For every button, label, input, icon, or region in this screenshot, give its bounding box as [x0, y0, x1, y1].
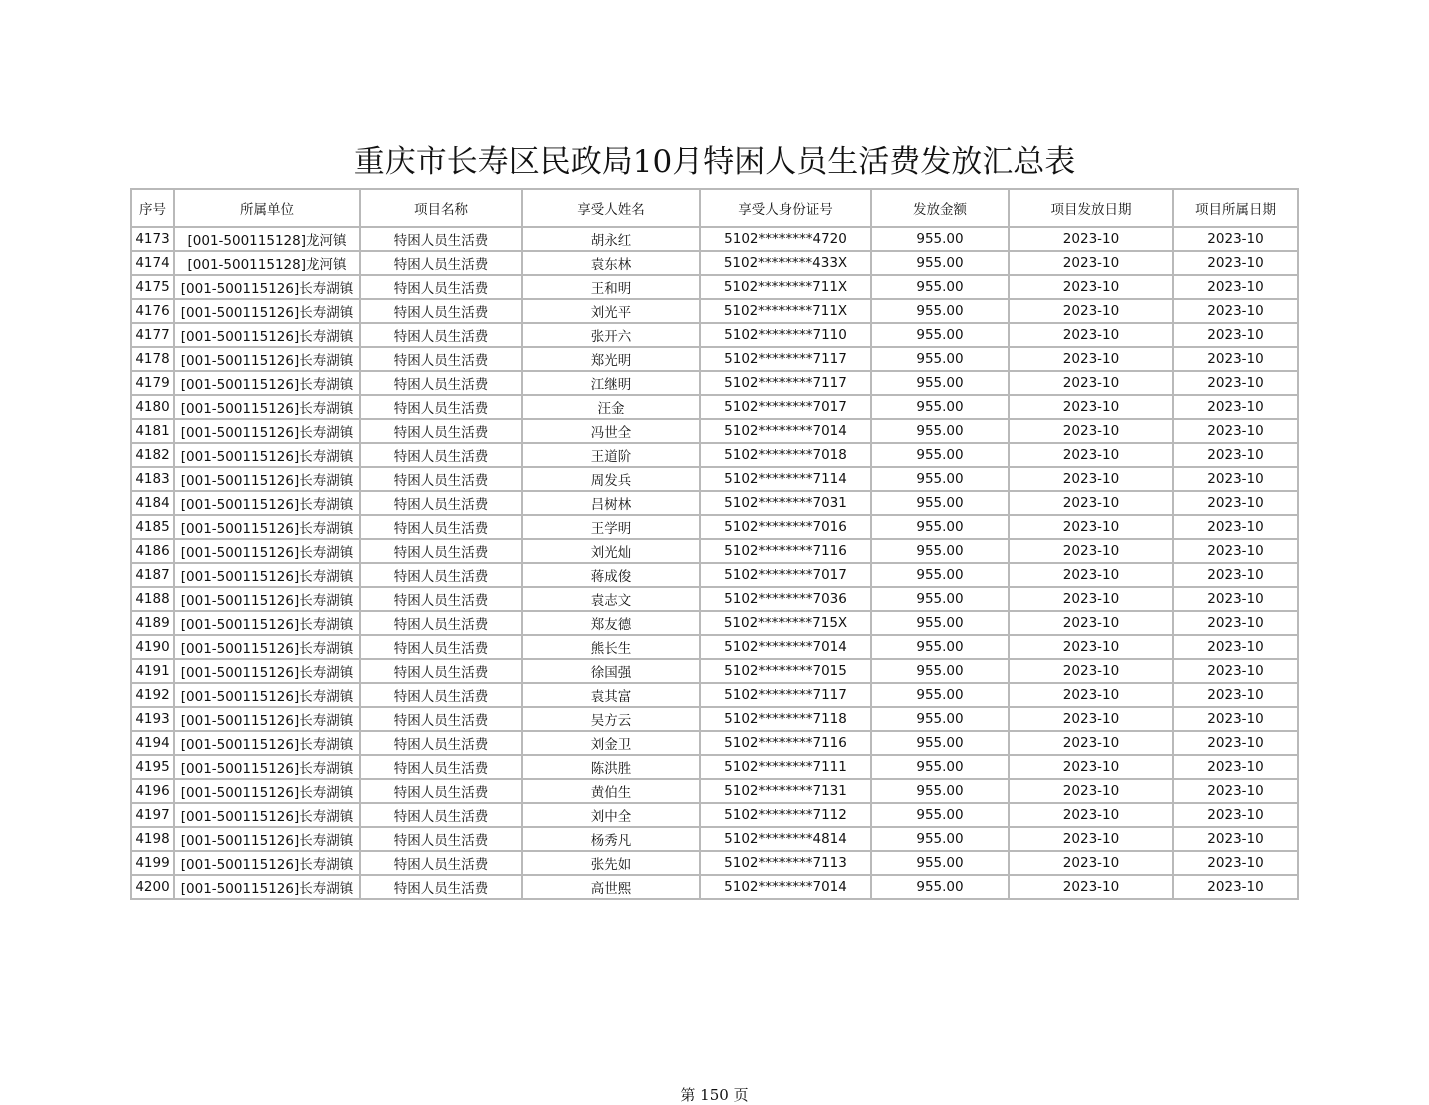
project-name-cell: 特困人员生活费 [360, 491, 522, 515]
table-header-row [131, 189, 1298, 227]
row-number-cell: 4195 [131, 755, 174, 779]
project-name-cell: 特困人员生活费 [360, 731, 522, 755]
amount-cell: 955.00 [871, 683, 1009, 707]
amount-cell: 955.00 [871, 515, 1009, 539]
unit-cell: [001-500115126]长寿湖镇 [174, 731, 360, 755]
recipient-name-cell: 江继明 [522, 371, 700, 395]
amount-cell: 955.00 [871, 323, 1009, 347]
recipient-name-cell: 郑友德 [522, 611, 700, 635]
row-number-cell: 4180 [131, 395, 174, 419]
unit-cell: [001-500115126]长寿湖镇 [174, 779, 360, 803]
amount-cell: 955.00 [871, 779, 1009, 803]
issue-date-cell: 2023-10 [1009, 611, 1173, 635]
unit-cell: [001-500115126]长寿湖镇 [174, 371, 360, 395]
table-row [131, 299, 1298, 323]
id-number-cell: 5102********7016 [700, 515, 871, 539]
issue-date-cell: 2023-10 [1009, 683, 1173, 707]
table-container [130, 188, 1297, 900]
row-number-cell: 4197 [131, 803, 174, 827]
period-date-cell: 2023-10 [1173, 635, 1298, 659]
project-name-cell: 特困人员生活费 [360, 515, 522, 539]
column-header: 项目名称 [360, 189, 522, 227]
table-row [131, 683, 1298, 707]
id-number-cell: 5102********7014 [700, 635, 871, 659]
unit-cell: [001-500115126]长寿湖镇 [174, 467, 360, 491]
table-row [131, 707, 1298, 731]
table-row [131, 323, 1298, 347]
period-date-cell: 2023-10 [1173, 371, 1298, 395]
id-number-cell: 5102********711X [700, 275, 871, 299]
unit-cell: [001-500115126]长寿湖镇 [174, 635, 360, 659]
amount-cell: 955.00 [871, 419, 1009, 443]
id-number-cell: 5102********7018 [700, 443, 871, 467]
page-title: 重庆市长寿区民政局10月特困人员生活费发放汇总表 [353, 144, 1076, 180]
row-number-cell: 4184 [131, 491, 174, 515]
row-number-cell: 4175 [131, 275, 174, 299]
row-number-cell: 4182 [131, 443, 174, 467]
amount-cell: 955.00 [871, 635, 1009, 659]
unit-cell: [001-500115126]长寿湖镇 [174, 419, 360, 443]
table-row [131, 659, 1298, 683]
row-number-cell: 4185 [131, 515, 174, 539]
table-body [131, 227, 1298, 899]
issue-date-cell: 2023-10 [1009, 731, 1173, 755]
issue-date-cell: 2023-10 [1009, 347, 1173, 371]
table-row [131, 227, 1298, 251]
issue-date-cell: 2023-10 [1009, 443, 1173, 467]
row-number-cell: 4183 [131, 467, 174, 491]
project-name-cell: 特困人员生活费 [360, 851, 522, 875]
amount-cell: 955.00 [871, 611, 1009, 635]
issue-date-cell: 2023-10 [1009, 491, 1173, 515]
project-name-cell: 特困人员生活费 [360, 299, 522, 323]
period-date-cell: 2023-10 [1173, 467, 1298, 491]
amount-cell: 955.00 [871, 659, 1009, 683]
table-row [131, 563, 1298, 587]
amount-cell: 955.00 [871, 563, 1009, 587]
recipient-name-cell: 黄伯生 [522, 779, 700, 803]
table-row [131, 419, 1298, 443]
table-row [131, 491, 1298, 515]
recipient-name-cell: 蒋成俊 [522, 563, 700, 587]
id-number-cell: 5102********7036 [700, 587, 871, 611]
id-number-cell: 5102********7014 [700, 875, 871, 899]
issue-date-cell: 2023-10 [1009, 251, 1173, 275]
payment-table [130, 188, 1299, 900]
id-number-cell: 5102********7131 [700, 779, 871, 803]
row-number-cell: 4188 [131, 587, 174, 611]
issue-date-cell: 2023-10 [1009, 395, 1173, 419]
period-date-cell: 2023-10 [1173, 587, 1298, 611]
amount-cell: 955.00 [871, 251, 1009, 275]
unit-cell: [001-500115128]龙河镇 [174, 251, 360, 275]
table-row [131, 251, 1298, 275]
project-name-cell: 特困人员生活费 [360, 683, 522, 707]
column-header: 项目所属日期 [1173, 189, 1298, 227]
id-number-cell: 5102********7114 [700, 467, 871, 491]
table-row [131, 587, 1298, 611]
issue-date-cell: 2023-10 [1009, 707, 1173, 731]
period-date-cell: 2023-10 [1173, 419, 1298, 443]
amount-cell: 955.00 [871, 371, 1009, 395]
table-row [131, 347, 1298, 371]
amount-cell: 955.00 [871, 827, 1009, 851]
row-number-cell: 4181 [131, 419, 174, 443]
id-number-cell: 5102********7111 [700, 755, 871, 779]
unit-cell: [001-500115128]龙河镇 [174, 227, 360, 251]
period-date-cell: 2023-10 [1173, 491, 1298, 515]
unit-cell: [001-500115126]长寿湖镇 [174, 827, 360, 851]
unit-cell: [001-500115126]长寿湖镇 [174, 683, 360, 707]
recipient-name-cell: 袁东林 [522, 251, 700, 275]
unit-cell: [001-500115126]长寿湖镇 [174, 395, 360, 419]
unit-cell: [001-500115126]长寿湖镇 [174, 851, 360, 875]
unit-cell: [001-500115126]长寿湖镇 [174, 539, 360, 563]
period-date-cell: 2023-10 [1173, 851, 1298, 875]
recipient-name-cell: 周发兵 [522, 467, 700, 491]
issue-date-cell: 2023-10 [1009, 371, 1173, 395]
row-number-cell: 4191 [131, 659, 174, 683]
column-header: 项目发放日期 [1009, 189, 1173, 227]
row-number-cell: 4196 [131, 779, 174, 803]
period-date-cell: 2023-10 [1173, 275, 1298, 299]
project-name-cell: 特困人员生活费 [360, 539, 522, 563]
row-number-cell: 4177 [131, 323, 174, 347]
period-date-cell: 2023-10 [1173, 539, 1298, 563]
project-name-cell: 特困人员生活费 [360, 227, 522, 251]
id-number-cell: 5102********711X [700, 299, 871, 323]
period-date-cell: 2023-10 [1173, 755, 1298, 779]
amount-cell: 955.00 [871, 803, 1009, 827]
period-date-cell: 2023-10 [1173, 827, 1298, 851]
issue-date-cell: 2023-10 [1009, 803, 1173, 827]
issue-date-cell: 2023-10 [1009, 659, 1173, 683]
project-name-cell: 特困人员生活费 [360, 443, 522, 467]
recipient-name-cell: 张开六 [522, 323, 700, 347]
amount-cell: 955.00 [871, 395, 1009, 419]
amount-cell: 955.00 [871, 491, 1009, 515]
table-row [131, 467, 1298, 491]
period-date-cell: 2023-10 [1173, 683, 1298, 707]
period-date-cell: 2023-10 [1173, 251, 1298, 275]
amount-cell: 955.00 [871, 731, 1009, 755]
page-number: 第 150 页 [680, 1086, 749, 1104]
amount-cell: 955.00 [871, 755, 1009, 779]
table-row [131, 779, 1298, 803]
recipient-name-cell: 陈洪胜 [522, 755, 700, 779]
table-row [131, 539, 1298, 563]
column-header: 享受人姓名 [522, 189, 700, 227]
row-number-cell: 4174 [131, 251, 174, 275]
amount-cell: 955.00 [871, 443, 1009, 467]
unit-cell: [001-500115126]长寿湖镇 [174, 587, 360, 611]
recipient-name-cell: 冯世全 [522, 419, 700, 443]
row-number-cell: 4192 [131, 683, 174, 707]
project-name-cell: 特困人员生活费 [360, 395, 522, 419]
recipient-name-cell: 徐国强 [522, 659, 700, 683]
issue-date-cell: 2023-10 [1009, 563, 1173, 587]
row-number-cell: 4186 [131, 539, 174, 563]
amount-cell: 955.00 [871, 467, 1009, 491]
unit-cell: [001-500115126]长寿湖镇 [174, 515, 360, 539]
recipient-name-cell: 吕树林 [522, 491, 700, 515]
issue-date-cell: 2023-10 [1009, 515, 1173, 539]
unit-cell: [001-500115126]长寿湖镇 [174, 323, 360, 347]
amount-cell: 955.00 [871, 851, 1009, 875]
column-header: 序号 [131, 189, 174, 227]
table-row [131, 611, 1298, 635]
recipient-name-cell: 高世熙 [522, 875, 700, 899]
project-name-cell: 特困人员生活费 [360, 659, 522, 683]
id-number-cell: 5102********7116 [700, 731, 871, 755]
project-name-cell: 特困人员生活费 [360, 611, 522, 635]
project-name-cell: 特困人员生活费 [360, 467, 522, 491]
id-number-cell: 5102********7117 [700, 371, 871, 395]
period-date-cell: 2023-10 [1173, 515, 1298, 539]
issue-date-cell: 2023-10 [1009, 755, 1173, 779]
recipient-name-cell: 刘中全 [522, 803, 700, 827]
table-row [131, 827, 1298, 851]
amount-cell: 955.00 [871, 227, 1009, 251]
issue-date-cell: 2023-10 [1009, 467, 1173, 491]
table-row [131, 755, 1298, 779]
period-date-cell: 2023-10 [1173, 299, 1298, 323]
unit-cell: [001-500115126]长寿湖镇 [174, 299, 360, 323]
period-date-cell: 2023-10 [1173, 611, 1298, 635]
row-number-cell: 4200 [131, 875, 174, 899]
row-number-cell: 4179 [131, 371, 174, 395]
project-name-cell: 特困人员生活费 [360, 419, 522, 443]
unit-cell: [001-500115126]长寿湖镇 [174, 659, 360, 683]
issue-date-cell: 2023-10 [1009, 779, 1173, 803]
row-number-cell: 4176 [131, 299, 174, 323]
period-date-cell: 2023-10 [1173, 347, 1298, 371]
issue-date-cell: 2023-10 [1009, 539, 1173, 563]
id-number-cell: 5102********7118 [700, 707, 871, 731]
table-row [131, 371, 1298, 395]
row-number-cell: 4178 [131, 347, 174, 371]
recipient-name-cell: 王学明 [522, 515, 700, 539]
issue-date-cell: 2023-10 [1009, 635, 1173, 659]
recipient-name-cell: 王和明 [522, 275, 700, 299]
period-date-cell: 2023-10 [1173, 563, 1298, 587]
id-number-cell: 5102********7117 [700, 347, 871, 371]
unit-cell: [001-500115126]长寿湖镇 [174, 707, 360, 731]
column-header: 所属单位 [174, 189, 360, 227]
table-row [131, 803, 1298, 827]
project-name-cell: 特困人员生活费 [360, 875, 522, 899]
id-number-cell: 5102********7112 [700, 803, 871, 827]
row-number-cell: 4194 [131, 731, 174, 755]
issue-date-cell: 2023-10 [1009, 875, 1173, 899]
recipient-name-cell: 张先如 [522, 851, 700, 875]
table-row [131, 851, 1298, 875]
recipient-name-cell: 王道阶 [522, 443, 700, 467]
column-header: 发放金额 [871, 189, 1009, 227]
amount-cell: 955.00 [871, 707, 1009, 731]
id-number-cell: 5102********7014 [700, 419, 871, 443]
recipient-name-cell: 刘金卫 [522, 731, 700, 755]
table-row [131, 875, 1298, 899]
amount-cell: 955.00 [871, 539, 1009, 563]
table-row [131, 275, 1298, 299]
id-number-cell: 5102********433X [700, 251, 871, 275]
period-date-cell: 2023-10 [1173, 323, 1298, 347]
amount-cell: 955.00 [871, 875, 1009, 899]
row-number-cell: 4187 [131, 563, 174, 587]
amount-cell: 955.00 [871, 587, 1009, 611]
id-number-cell: 5102********7116 [700, 539, 871, 563]
column-header: 享受人身份证号 [700, 189, 871, 227]
issue-date-cell: 2023-10 [1009, 851, 1173, 875]
issue-date-cell: 2023-10 [1009, 299, 1173, 323]
id-number-cell: 5102********7117 [700, 683, 871, 707]
row-number-cell: 4199 [131, 851, 174, 875]
table-row [131, 731, 1298, 755]
recipient-name-cell: 郑光明 [522, 347, 700, 371]
recipient-name-cell: 袁其富 [522, 683, 700, 707]
id-number-cell: 5102********7110 [700, 323, 871, 347]
recipient-name-cell: 熊长生 [522, 635, 700, 659]
project-name-cell: 特困人员生活费 [360, 635, 522, 659]
project-name-cell: 特困人员生活费 [360, 323, 522, 347]
project-name-cell: 特困人员生活费 [360, 827, 522, 851]
id-number-cell: 5102********4720 [700, 227, 871, 251]
row-number-cell: 4189 [131, 611, 174, 635]
amount-cell: 955.00 [871, 347, 1009, 371]
id-number-cell: 5102********715X [700, 611, 871, 635]
recipient-name-cell: 刘光平 [522, 299, 700, 323]
period-date-cell: 2023-10 [1173, 803, 1298, 827]
table-row [131, 395, 1298, 419]
recipient-name-cell: 刘光灿 [522, 539, 700, 563]
period-date-cell: 2023-10 [1173, 707, 1298, 731]
row-number-cell: 4198 [131, 827, 174, 851]
project-name-cell: 特困人员生活费 [360, 803, 522, 827]
issue-date-cell: 2023-10 [1009, 275, 1173, 299]
recipient-name-cell: 杨秀凡 [522, 827, 700, 851]
id-number-cell: 5102********7113 [700, 851, 871, 875]
row-number-cell: 4173 [131, 227, 174, 251]
id-number-cell: 5102********7017 [700, 563, 871, 587]
amount-cell: 955.00 [871, 275, 1009, 299]
period-date-cell: 2023-10 [1173, 443, 1298, 467]
project-name-cell: 特困人员生活费 [360, 587, 522, 611]
table-row [131, 515, 1298, 539]
period-date-cell: 2023-10 [1173, 779, 1298, 803]
unit-cell: [001-500115126]长寿湖镇 [174, 491, 360, 515]
amount-cell: 955.00 [871, 299, 1009, 323]
recipient-name-cell: 胡永红 [522, 227, 700, 251]
project-name-cell: 特困人员生活费 [360, 275, 522, 299]
unit-cell: [001-500115126]长寿湖镇 [174, 755, 360, 779]
unit-cell: [001-500115126]长寿湖镇 [174, 275, 360, 299]
issue-date-cell: 2023-10 [1009, 227, 1173, 251]
recipient-name-cell: 吴方云 [522, 707, 700, 731]
period-date-cell: 2023-10 [1173, 659, 1298, 683]
id-number-cell: 5102********7017 [700, 395, 871, 419]
period-date-cell: 2023-10 [1173, 395, 1298, 419]
id-number-cell: 5102********4814 [700, 827, 871, 851]
project-name-cell: 特困人员生活费 [360, 563, 522, 587]
period-date-cell: 2023-10 [1173, 227, 1298, 251]
row-number-cell: 4190 [131, 635, 174, 659]
issue-date-cell: 2023-10 [1009, 827, 1173, 851]
issue-date-cell: 2023-10 [1009, 587, 1173, 611]
period-date-cell: 2023-10 [1173, 731, 1298, 755]
project-name-cell: 特困人员生活费 [360, 779, 522, 803]
id-number-cell: 5102********7031 [700, 491, 871, 515]
project-name-cell: 特困人员生活费 [360, 371, 522, 395]
period-date-cell: 2023-10 [1173, 875, 1298, 899]
unit-cell: [001-500115126]长寿湖镇 [174, 347, 360, 371]
recipient-name-cell: 汪金 [522, 395, 700, 419]
project-name-cell: 特困人员生活费 [360, 707, 522, 731]
table-row [131, 443, 1298, 467]
unit-cell: [001-500115126]长寿湖镇 [174, 611, 360, 635]
project-name-cell: 特困人员生活费 [360, 347, 522, 371]
table-row [131, 635, 1298, 659]
unit-cell: [001-500115126]长寿湖镇 [174, 563, 360, 587]
recipient-name-cell: 袁志文 [522, 587, 700, 611]
unit-cell: [001-500115126]长寿湖镇 [174, 875, 360, 899]
row-number-cell: 4193 [131, 707, 174, 731]
issue-date-cell: 2023-10 [1009, 323, 1173, 347]
project-name-cell: 特困人员生活费 [360, 755, 522, 779]
unit-cell: [001-500115126]长寿湖镇 [174, 443, 360, 467]
id-number-cell: 5102********7015 [700, 659, 871, 683]
project-name-cell: 特困人员生活费 [360, 251, 522, 275]
issue-date-cell: 2023-10 [1009, 419, 1173, 443]
unit-cell: [001-500115126]长寿湖镇 [174, 803, 360, 827]
